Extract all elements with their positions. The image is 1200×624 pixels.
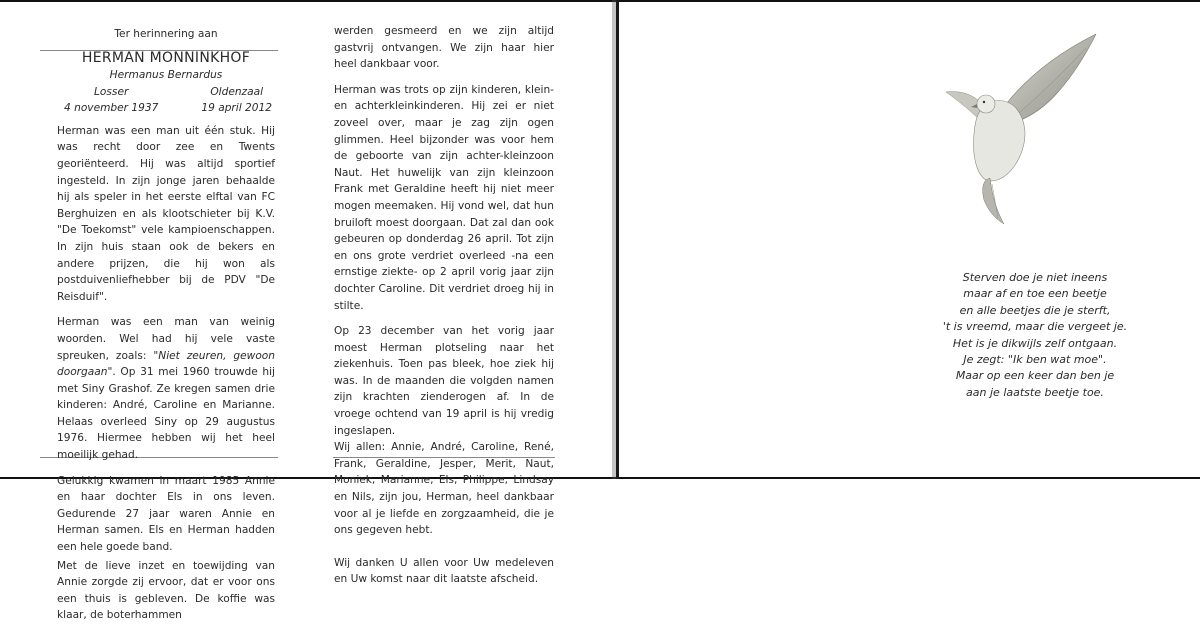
left-paragraph-3: Gelukkig kwamen in maart 1985 Annie en haar dochter Els in ons leven. Gedurende 27 jaar waren Annie en Herman samen. Els en Herman hadden een hele goede band. <box>57 474 275 554</box>
left-paragraph-2 <box>57 314 275 463</box>
poem-line: Je zegt: "Ik ben wat moe". <box>963 353 1107 367</box>
birth-place: Losser <box>94 85 129 98</box>
poem-line: Sterven doe je niet ineens <box>962 271 1108 284</box>
favourite-saying: "Niet zeuren, gewoon doorgaan" <box>57 349 275 379</box>
life-dates <box>57 84 275 120</box>
poem-line: en alle beetjes die je sterft, <box>959 303 1111 317</box>
given-names: Hermanus Bernardus <box>109 69 223 82</box>
dove-icon <box>946 34 1100 226</box>
card-fold <box>616 0 619 479</box>
left-paragraph-2a: Herman was een man van weinig woorden. Wel had hij vele vaste spreuken, zoals: <box>57 316 275 362</box>
left-paragraph-1: Herman was een man uit één stuk. Hij was recht door zee en Twents georiënteerd. Hij was altijd sportief ingesteld. In zijn jonge jaren behaalde hij als speler in het eerste elftal van FC Berghuizen en als klootschieter bij K.V. "De Toekomst" vele kampioenschappen. In zijn huis staan ook de bekers en andere prijzen, die hij won als postduivenliefhebber bij de PDV "De Reisduif". <box>57 124 275 303</box>
mid-paragraph-3: Op 23 december van het vorig jaar moest Herman plotseling naar het ziekenhuis. Toen pas bleek, hoe ziek hij was. In de maanden die volgden namen zijn krachten zienderogen af. In de vroege ochtend van 19 april is hij vredig ingeslapen. <box>334 325 554 437</box>
poem <box>940 270 1130 401</box>
poem-line: Het is je dikwijls zelf ontgaan. <box>952 336 1118 350</box>
card-header <box>57 26 275 84</box>
death-block <box>201 84 272 117</box>
poem-line: aan je laatste beetje toe. <box>966 385 1104 399</box>
poem-line: 't is vreemd, maar die vergeet je. <box>942 320 1128 334</box>
birth-date: 4 november 1937 <box>64 102 159 115</box>
poem-line: maar af en toe een beetje <box>963 287 1107 301</box>
middle-column <box>334 23 554 588</box>
left-paragraph-4: Met de lieve inzet en toewijding van Annie zorgde zij ervoor, dat er voor ons een thuis is gebleven. De koffie was klaar, de boterhammen <box>57 559 275 622</box>
mid-paragraph-4: Wij allen: Annie, André, Caroline, René, Frank, Geraldine, Jesper, Merit, Naut, Moniek, Marianne, Els, Philippe, Lindsay en Nils, zijn jou, Herman, heel dankbaar voor al je liefde en zorgzaamheid, die je ons gegeven hebt. <box>334 441 554 537</box>
left-paragraph-2b: . Op 31 mei 1960 trouwde hij met Siny Grashof. Ze kregen samen drie kinderen: André, Caroline en Marianne. Helaas overleed Siny op 29 augustus 1976. Hiermee hebben wij het heel moeilijk gehad. <box>57 366 275 462</box>
mid-paragraph-1: werden gesmeerd en we zijn altijd gastvrij ontvangen. We zijn haar hier heel dankbaar voor. <box>334 25 554 71</box>
death-place: Oldenzaal <box>210 85 264 98</box>
mid-paragraph-5: Wij danken U allen voor Uw medeleven en Uw komst naar dit laatste afscheid. <box>334 556 554 586</box>
death-date: 19 april 2012 <box>201 102 272 115</box>
intro-text: Ter herinnering aan <box>114 28 218 40</box>
left-column <box>57 26 275 624</box>
deceased-name: HERMAN MONNINKHOF <box>81 49 251 66</box>
birth-block <box>64 84 158 117</box>
mid-paragraph-2: Herman was trots op zijn kinderen, klein- en achterkleinkinderen. Hij zei er niet zoveel over, maar je zag zijn ogen glimmen. Heel bijzonder was voor hem de geboorte van zijn achter-kleinzoon Naut. Het huwelijk van zijn kleinzoon Frank met Geraldine heeft hij niet meer mogen meemaken. Hij vond wel, dat hun bruiloft moest doorgaan. Dat zal dan ook gebeuren op donderdag 26 april. Tot zijn en ons grote verdriet overleed -na een ernstige ziekte- op 2 april vorig jaar zijn dochter Caroline. Dit verdriet droeg hij in stilte. <box>334 83 554 312</box>
poem-line: Maar op een keer dan ben je <box>955 369 1115 383</box>
